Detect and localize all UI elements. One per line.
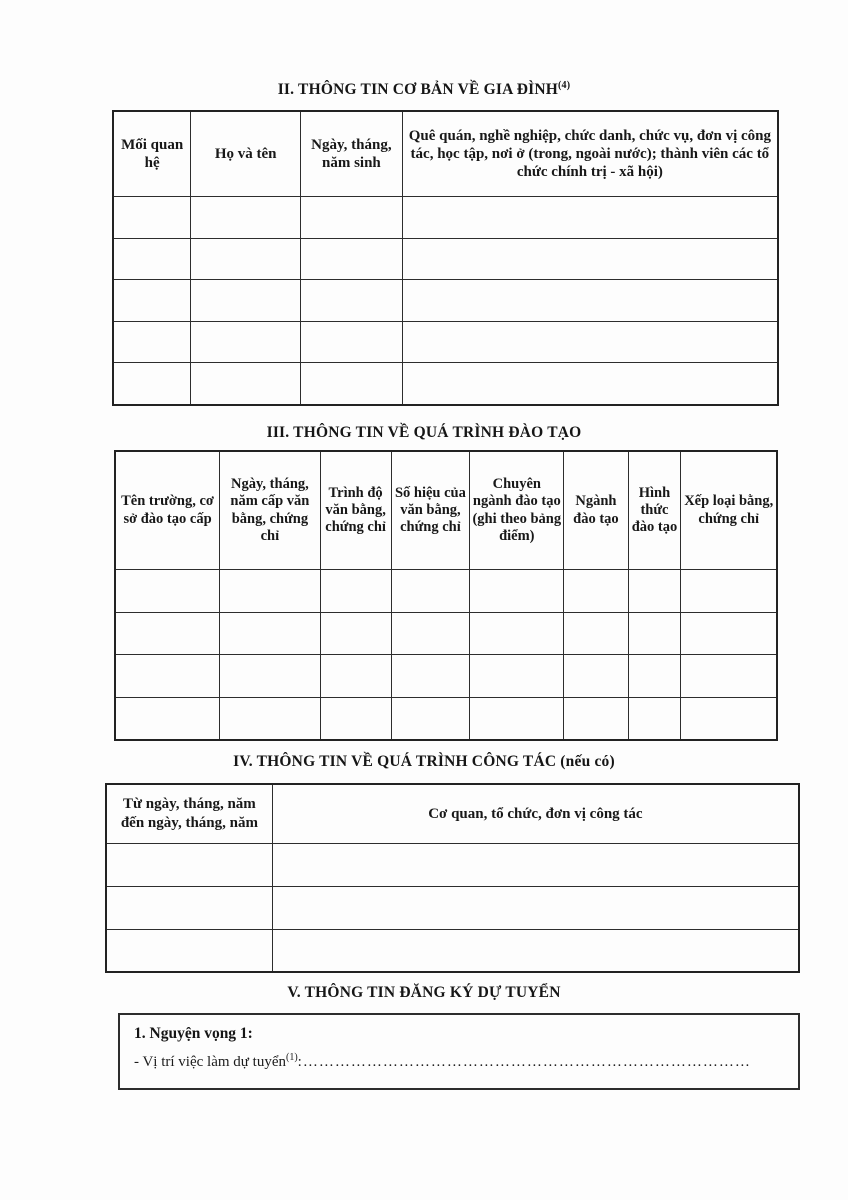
position-applied-footnote: (1) xyxy=(286,1052,298,1063)
work-col-organization: Cơ quan, tổ chức, đơn vị công tác xyxy=(272,784,799,844)
table-row xyxy=(113,363,778,405)
empty-cell xyxy=(220,570,321,613)
education-col-training-form: Hình thức đào tạo xyxy=(628,451,681,570)
empty-cell xyxy=(681,655,777,698)
education-col-issue-date: Ngày, tháng, năm cấp văn bằng, chứng chỉ xyxy=(220,451,321,570)
table-row xyxy=(113,321,778,363)
registration-wish-box xyxy=(118,1013,800,1090)
empty-cell xyxy=(470,612,564,655)
work-history-table xyxy=(105,783,800,973)
empty-cell xyxy=(272,844,799,887)
empty-cell xyxy=(220,697,321,740)
empty-cell xyxy=(564,697,628,740)
empty-cell xyxy=(106,886,272,929)
education-col-classification: Xếp loại bằng, chứng chỉ xyxy=(681,451,777,570)
family-col-relationship: Mối quan hệ xyxy=(113,111,191,197)
table-row xyxy=(106,886,799,929)
empty-cell xyxy=(320,570,391,613)
empty-cell xyxy=(191,280,301,322)
empty-cell xyxy=(564,655,628,698)
empty-cell xyxy=(115,655,220,698)
empty-cell xyxy=(115,570,220,613)
education-col-major: Ngành đào tạo xyxy=(564,451,628,570)
empty-cell xyxy=(106,929,272,972)
empty-cell xyxy=(402,238,778,280)
empty-cell xyxy=(191,238,301,280)
section-title-registration: V. THÔNG TIN ĐĂNG KÝ DỰ TUYỂN xyxy=(287,984,561,1001)
table-row xyxy=(113,197,778,239)
empty-cell xyxy=(113,363,191,405)
empty-cell xyxy=(113,238,191,280)
empty-cell xyxy=(628,655,681,698)
empty-cell xyxy=(628,697,681,740)
empty-cell xyxy=(301,280,403,322)
empty-cell xyxy=(191,321,301,363)
empty-cell xyxy=(301,238,403,280)
empty-cell xyxy=(272,886,799,929)
empty-cell xyxy=(272,929,799,972)
empty-cell xyxy=(301,321,403,363)
work-col-period: Từ ngày, tháng, năm đến ngày, tháng, năm xyxy=(106,784,272,844)
empty-cell xyxy=(391,697,470,740)
empty-cell xyxy=(402,280,778,322)
table-row xyxy=(113,238,778,280)
table-row xyxy=(115,697,777,740)
section-title-family-footnote: (4) xyxy=(558,80,571,91)
table-row xyxy=(115,570,777,613)
empty-cell xyxy=(402,363,778,405)
table-row xyxy=(106,929,799,972)
position-applied-line xyxy=(134,1052,784,1071)
empty-cell xyxy=(628,570,681,613)
empty-cell xyxy=(391,655,470,698)
family-table-header-row xyxy=(113,111,778,197)
education-col-degree-level: Trình độ văn bằng, chứng chỉ xyxy=(320,451,391,570)
empty-cell xyxy=(402,197,778,239)
table-row xyxy=(115,612,777,655)
section-title-family xyxy=(0,80,848,99)
empty-cell xyxy=(564,612,628,655)
family-col-birthdate: Ngày, tháng, năm sinh xyxy=(301,111,403,197)
family-col-fullname: Họ và tên xyxy=(191,111,301,197)
section-title-family-text: II. THÔNG TIN CƠ BẢN VỀ GIA ĐÌNH xyxy=(277,81,559,99)
wish-1-label: 1. Nguyện vọng 1: xyxy=(134,1025,253,1042)
table-row xyxy=(113,280,778,322)
empty-cell xyxy=(301,363,403,405)
empty-cell xyxy=(391,612,470,655)
table-row xyxy=(106,844,799,887)
education-col-certificate-number: Số hiệu của văn bằng, chứng chỉ xyxy=(391,451,470,570)
empty-cell xyxy=(391,570,470,613)
empty-cell xyxy=(320,612,391,655)
empty-cell xyxy=(470,697,564,740)
empty-cell xyxy=(220,655,321,698)
empty-cell xyxy=(191,197,301,239)
section-title-education: III. THÔNG TIN VỀ QUÁ TRÌNH ĐÀO TẠO xyxy=(266,424,582,441)
education-col-specialization: Chuyên ngành đào tạo (ghi theo bảng điểm) xyxy=(470,451,564,570)
empty-cell xyxy=(628,612,681,655)
empty-cell xyxy=(681,697,777,740)
empty-cell xyxy=(320,655,391,698)
dotted-fill-line: :………………………………………………………………………… xyxy=(297,1054,751,1070)
empty-cell xyxy=(191,363,301,405)
empty-cell xyxy=(115,612,220,655)
empty-cell xyxy=(681,570,777,613)
empty-cell xyxy=(113,321,191,363)
education-table-header-row xyxy=(115,451,777,570)
empty-cell xyxy=(106,844,272,887)
education-col-school: Tên trường, cơ sở đào tạo cấp xyxy=(115,451,220,570)
empty-cell xyxy=(564,570,628,613)
education-history-table xyxy=(114,450,778,741)
empty-cell xyxy=(113,280,191,322)
empty-cell xyxy=(470,655,564,698)
table-row xyxy=(115,655,777,698)
empty-cell xyxy=(402,321,778,363)
empty-cell xyxy=(115,697,220,740)
empty-cell xyxy=(470,570,564,613)
empty-cell xyxy=(301,197,403,239)
work-table-header-row xyxy=(106,784,799,844)
family-info-table xyxy=(112,110,779,406)
empty-cell xyxy=(681,612,777,655)
section-title-work: IV. THÔNG TIN VỀ QUÁ TRÌNH CÔNG TÁC (nếu có) xyxy=(233,753,615,770)
empty-cell xyxy=(320,697,391,740)
position-applied-label: - Vị trí việc làm dự tuyển xyxy=(134,1054,286,1070)
empty-cell xyxy=(113,197,191,239)
empty-cell xyxy=(220,612,321,655)
family-col-details: Quê quán, nghề nghiệp, chức danh, chức vụ, đơn vị công tác, học tập, nơi ở (trong, ngoài nước); thành viên các tổ chức chính trị - xã hội) xyxy=(402,111,778,197)
